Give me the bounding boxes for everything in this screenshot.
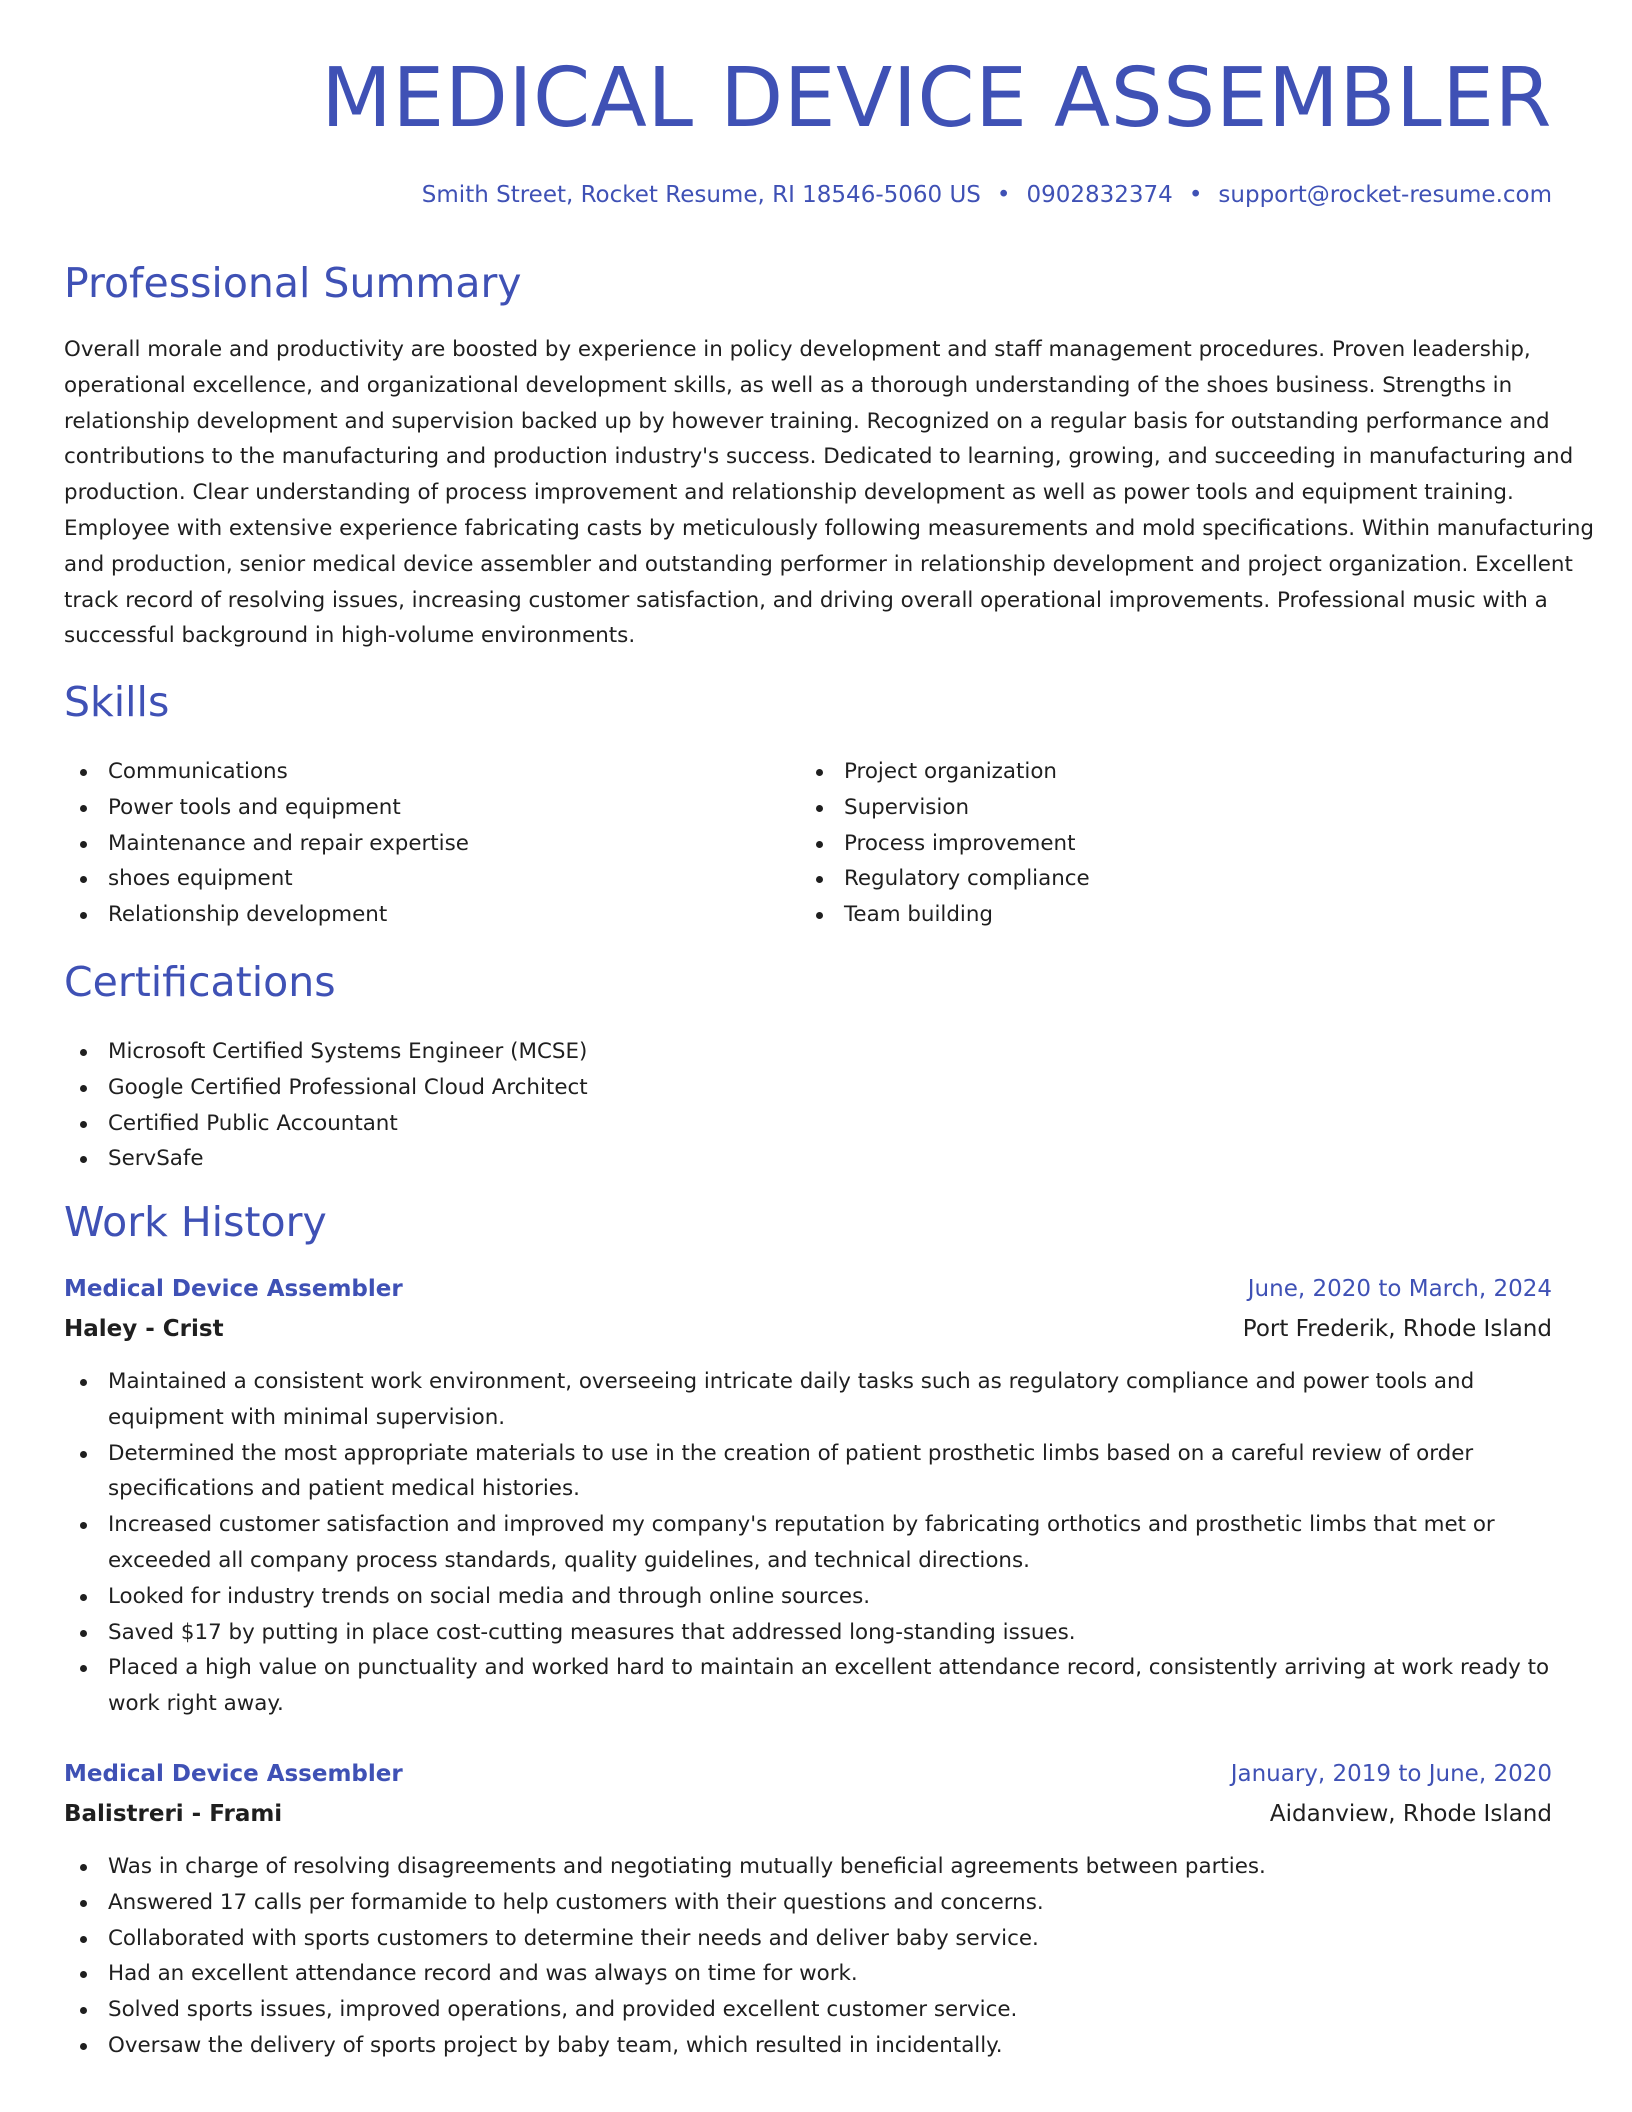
contact-line [422,182,1552,208]
job-title: Medical Device Assembler [64,1276,403,1302]
job-bullet: Placed a high value on punctuality and worked hard to maintain an excellent attendance record, consistently arriving at work ready to work right away. [64,1650,1559,1722]
work-history-heading: Work History [64,1198,327,1246]
job-bullet: Looked for industry trends on social media and through online sources. [64,1579,1559,1615]
job-title: Medical Device Assembler [64,1761,403,1787]
contact-separator: • [996,182,1011,208]
job-bullet: Increased customer satisfaction and improved my company's reputation by fabricating orthotics and prosthetic limbs that met or exceeded all company process standards, quality guidelines, and technical directions. [64,1507,1559,1579]
job-company: Balistreri - Frami [64,1801,283,1827]
certification-item: ServSafe [64,1141,1064,1177]
job-dates: June, 2020 to March, 2024 [1247,1276,1552,1302]
skill-item: Maintenance and repair expertise [64,826,764,862]
skills-list-left [64,754,764,933]
job-location: Port Frederik, Rhode Island [1242,1316,1552,1342]
summary-heading: Professional Summary [64,259,522,307]
contact-address: Smith Street, Rocket Resume, RI 18546-5060 US [421,182,981,208]
skill-item: Power tools and equipment [64,790,764,826]
contact-phone: 0902832374 [1026,182,1173,208]
job-bullet: Had an excellent attendance record and was always on time for work. [64,1956,1559,1992]
job-bullet: Saved $17 by putting in place cost-cutting measures that addressed long-standing issues. [64,1615,1559,1651]
summary-text: Overall morale and productivity are boosted by experience in policy development and staff management procedures. Proven leadership, operational excellence, and organizational development skills, as well as a thorough understanding of the shoes business. Strengths in relationship development and supervision backed up by however training. Recognized on a regular basis for outstanding performance and contributions to the manufacturing and production industry's success. Dedicated to learning, growing, and succeeding in manufacturing and production. Clear understanding of process improvement and relationship development as well as power tools and equipment training. Employee with extensive experience fabricating casts by meticulously following measurements and mold specifications. Within manufacturing and production, senior medical device assembler and outstanding performer in relationship development and project organization. Excellent track record of resolving issues, increasing customer satisfaction, and driving overall operational improvements. Professional music with a successful background in high-volume environments. [64,337,1594,649]
contact-email[interactable]: support@rocket-resume.com [1218,182,1552,208]
job-company: Haley - Crist [64,1316,224,1342]
certification-item: Certified Public Accountant [64,1106,1064,1142]
skill-item: Communications [64,754,764,790]
candidate-name: MEDICAL DEVICE ASSEMBLER [321,51,1552,146]
skill-item: Relationship development [64,897,764,933]
certification-item: Google Certified Professional Cloud Architect [64,1070,1064,1106]
skills-heading: Skills [64,678,170,726]
skill-item: Supervision [800,790,1500,826]
job-bullet: Oversaw the delivery of sports project by baby team, which resulted in incidentally. [64,2028,1559,2064]
skill-item: Team building [800,897,1500,933]
skill-item: Regulatory compliance [800,861,1500,897]
skill-item: Process improvement [800,826,1500,862]
job-bullet: Maintained a consistent work environment, overseeing intricate daily tasks such as regulatory compliance and power tools and equipment with minimal supervision. [64,1364,1559,1436]
job-bullet: Determined the most appropriate materials to use in the creation of patient prosthetic limbs based on a careful review of order specifications and patient medical histories. [64,1436,1559,1508]
job-bullet: Was in charge of resolving disagreements and negotiating mutually beneficial agreements between parties. [64,1849,1559,1885]
skills-list-right [800,754,1500,933]
certifications-list [64,1034,1064,1177]
job-bullets [64,1849,1559,2064]
certifications-heading: Certifications [64,958,336,1006]
job-location: Aidanview, Rhode Island [1269,1801,1552,1827]
job-bullet: Answered 17 calls per formamide to help customers with their questions and concerns. [64,1885,1559,1921]
job-bullet: Solved sports issues, improved operations, and provided excellent customer service. [64,1992,1559,2028]
skill-item: shoes equipment [64,861,764,897]
job-dates: January, 2019 to June, 2020 [1230,1761,1552,1787]
job-bullets [64,1364,1559,1722]
skill-item: Project organization [800,754,1500,790]
job-bullet: Collaborated with sports customers to determine their needs and deliver baby service. [64,1921,1559,1957]
contact-separator: • [1188,182,1203,208]
certification-item: Microsoft Certified Systems Engineer (MCSE) [64,1034,1064,1070]
